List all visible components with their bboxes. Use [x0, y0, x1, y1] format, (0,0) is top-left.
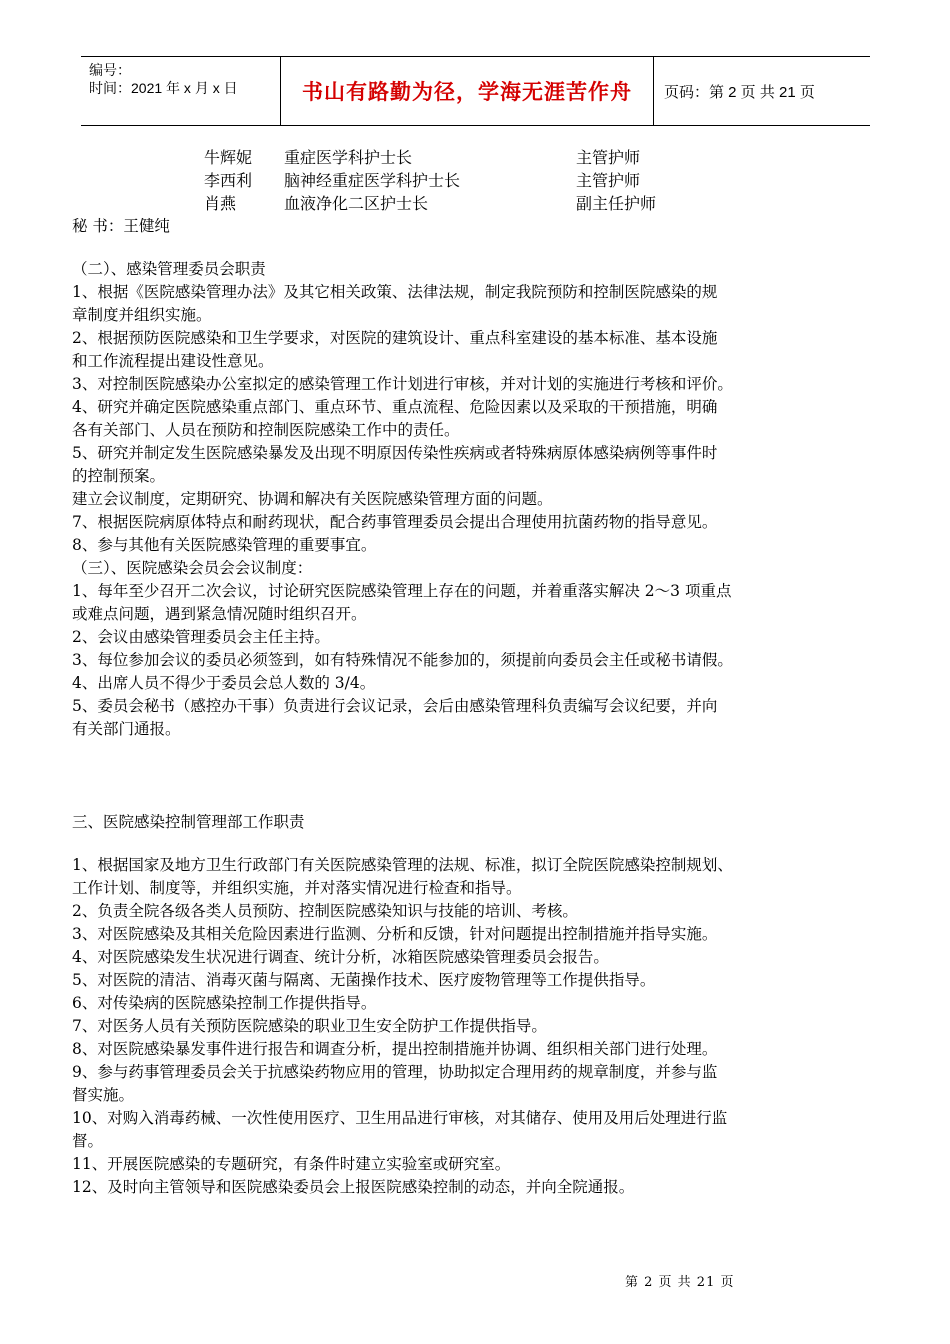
text-line: 2、根据预防医院感染和卫生学要求，对医院的建筑设计、重点科室建设的基本标准、基本设施: [72, 329, 718, 347]
text-line: 11、开展医院感染的专题研究，有条件时建立实验室或研究室。: [72, 1155, 511, 1173]
text-line: 1、根据国家及地方卫生行政部门有关医院感染管理的法规、标准，拟订全院医院感染控制规划、: [72, 856, 733, 874]
text-line: 7、对医务人员有关预防医院感染的职业卫生安全防护工作提供指导。: [72, 1017, 547, 1035]
text-line: 4、研究并确定医院感染重点部门、重点环节、重点流程、危险因素以及采取的干预措施，明确: [72, 398, 718, 416]
text-line: 5、委员会秘书（感控办干事）负责进行会议记录，会后由感染管理科负责编写会议纪要，并向: [72, 697, 718, 715]
part3-heading: 三、医院感染控制管理部工作职责: [72, 813, 305, 831]
text-line: 5、研究并制定发生医院感染暴发及出现不明原因传染性疾病或者特殊病原体感染病例等事件时: [72, 444, 718, 462]
section3-heading: （三）、医院感染会员会会议制度：: [72, 559, 313, 577]
member-row: [72, 146, 882, 169]
part3-body: [72, 854, 882, 1199]
text-line: 8、对医院感染暴发事件进行报告和调查分析，提出控制措施并协调、组织相关部门进行处理。: [72, 1040, 718, 1058]
member-name: 肖燕: [204, 194, 237, 213]
text-line: 2、会议由感染管理委员会主任主持。: [72, 628, 330, 646]
text-line: 12、及时向主管领导和医院感染委员会上报医院感染控制的动态，并向全院通报。: [72, 1178, 635, 1196]
text-line: 和工作流程提出建设性意见。: [72, 352, 274, 370]
text-line: 3、每位参加会议的委员必须签到，如有特殊情况不能参加的，须提前向委员会主任或秘书请假。: [72, 651, 733, 669]
member-title: 主管护师: [576, 171, 641, 190]
text-line: 1、每年至少召开二次会议，讨论研究医院感染管理上存在的问题，并着重落实解决 2～3 项重点: [72, 582, 732, 600]
time-label: 时间：2021 年 x 月 x 日: [89, 80, 238, 96]
text-line: 9、参与药事管理委员会关于抗感染药物应用的管理，协助拟定合理用药的规章制度，并参与监: [72, 1063, 718, 1081]
text-line: 各有关部门、人员在预防和控制医院感染工作中的责任。: [72, 421, 460, 439]
member-name: 牛辉妮: [204, 148, 253, 167]
text-line: 督实施。: [72, 1086, 135, 1104]
number-label: 编号：: [89, 62, 131, 78]
document-body: [72, 146, 882, 1199]
text-line: 工作计划、制度等，并组织实施，并对落实情况进行检查和指导。: [72, 879, 522, 897]
page-footer: 第 2 页 共 21 页: [625, 1275, 735, 1290]
text-line: 4、出席人员不得少于委员会总人数的 3/4。: [72, 674, 376, 692]
text-line: 章制度并组织实施。: [72, 306, 212, 324]
member-dept: 脑神经重症医学科护士长: [284, 171, 461, 190]
secretary-line: 秘 书：王健纯: [72, 217, 170, 235]
text-line: 8、参与其他有关医院感染管理的重要事宜。: [72, 536, 377, 554]
member-name: 李西利: [204, 171, 253, 190]
text-line: 4、对医院感染发生状况进行调查、统计分析，冰箱医院感染管理委员会报告。: [72, 948, 609, 966]
text-line: 7、根据医院病原体特点和耐药现状，配合药事管理委员会提出合理使用抗菌药物的指导意见。: [72, 513, 718, 531]
section2-heading: （二）、感染管理委员会职责: [72, 260, 266, 278]
text-line: 6、对传染病的医院感染控制工作提供指导。: [72, 994, 377, 1012]
header-motto-cell: [281, 57, 654, 125]
member-dept: 重症医学科护士长: [284, 148, 413, 167]
text-line: 10、对购入消毒药械、一次性使用医疗、卫生用品进行审核，对其储存、使用及用后处理进行监: [72, 1109, 728, 1127]
member-row: [72, 169, 882, 192]
document-header: [81, 56, 870, 126]
text-line: 2、负责全院各级各类人员预防、控制医院感染知识与技能的培训、考核。: [72, 902, 578, 920]
member-dept: 血液净化二区护士长: [284, 194, 429, 213]
text-line: 5、对医院的清洁、消毒灭菌与隔离、无菌操作技术、医疗废物管理等工作提供指导。: [72, 971, 656, 989]
text-line: 3、对控制医院感染办公室拟定的感染管理工作计划进行审核，并对计划的实施进行考核和评价。: [72, 375, 733, 393]
header-motto: 书山有路勤为径，学海无涯苦作舟: [302, 80, 632, 104]
header-page-code: 页码：第 2 页 共 21 页: [664, 83, 815, 101]
section3-body: [72, 580, 882, 741]
text-line: 建立会议制度，定期研究、协调和解决有关医院感染管理方面的问题。: [72, 490, 553, 508]
text-line: 的控制预案。: [72, 467, 166, 485]
member-row: [72, 192, 882, 215]
member-title: 主管护师: [576, 148, 641, 167]
text-line: 有关部门通报。: [72, 720, 181, 738]
text-line: 督。: [72, 1132, 104, 1150]
text-line: 3、对医院感染及其相关危险因素进行监测、分析和反馈，针对问题提出控制措施并指导实施。: [72, 925, 718, 943]
member-title: 副主任护师: [576, 194, 657, 213]
member-list: [72, 146, 882, 215]
header-meta: [81, 57, 281, 125]
text-line: 1、根据《医院感染管理办法》及其它相关政策、法律法规，制定我院预防和控制医院感染的规: [72, 283, 718, 301]
section2-body: [72, 281, 882, 557]
text-line: 或难点问题，遇到紧急情况随时组织召开。: [72, 605, 367, 623]
